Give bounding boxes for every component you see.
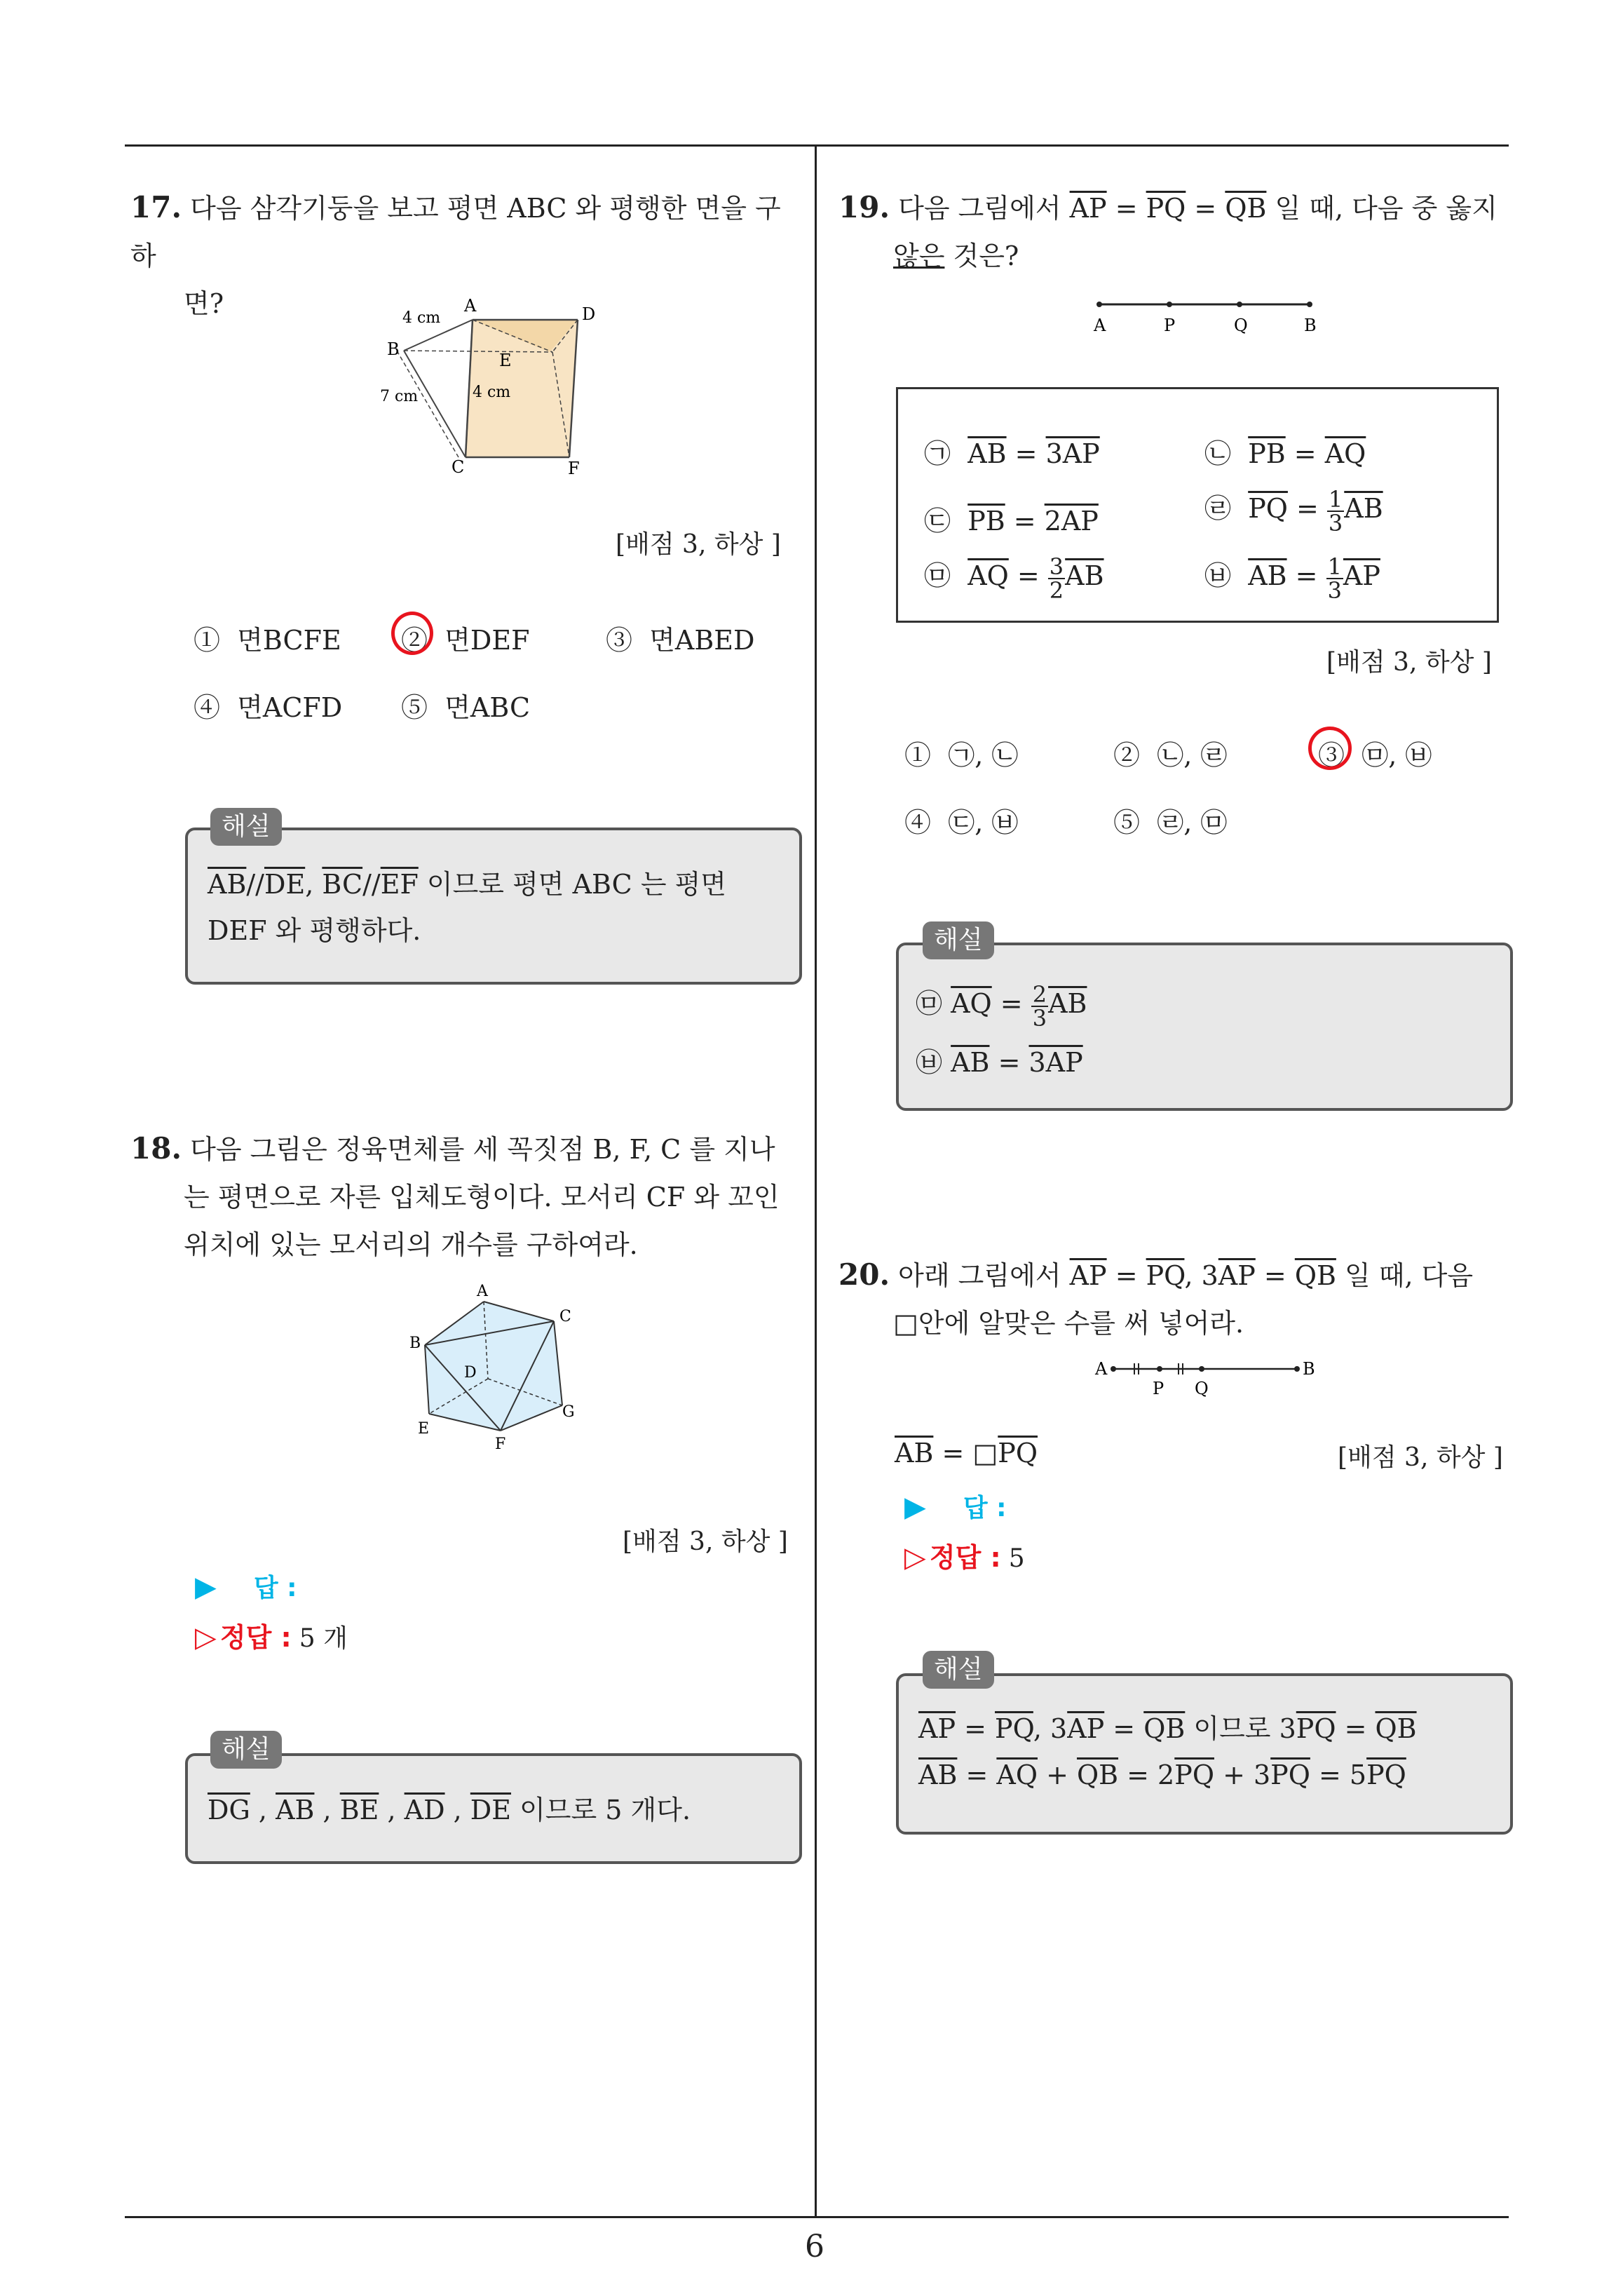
q17-choice-4[interactable]: ④ 면ACFD bbox=[193, 692, 343, 723]
q17-selected-mark bbox=[391, 612, 433, 655]
q17-label-e: E bbox=[499, 351, 512, 370]
q18-number: 18. bbox=[130, 1131, 182, 1166]
q17-number: 17. bbox=[130, 190, 182, 224]
q17-label-a: A bbox=[464, 296, 477, 316]
q17-label-b: B bbox=[387, 339, 400, 359]
correct-arrow-icon: ▷ bbox=[904, 1541, 926, 1574]
q18-label-b: B bbox=[409, 1335, 421, 1352]
q19-label-a: A bbox=[1094, 316, 1106, 335]
q17-choice-3[interactable]: ③ 면ABED bbox=[606, 625, 755, 656]
q20-label-b: B bbox=[1303, 1359, 1315, 1379]
q18-label-c: C bbox=[559, 1308, 571, 1325]
q19-option-6: ㉥ $\overline{AB}$ = $\frac{1}{3}$ $\overline{AP}$ bbox=[1204, 553, 1380, 604]
q17-len-ab: 4 cm bbox=[402, 309, 441, 327]
bottom-rule bbox=[125, 2216, 1509, 2218]
page-number: 6 bbox=[805, 2229, 824, 2264]
q20-segment-figure bbox=[1094, 1355, 1325, 1400]
q17-label-c: C bbox=[451, 457, 465, 477]
q17-label-d: D bbox=[582, 304, 596, 324]
answer-arrow-icon: ▶ bbox=[904, 1491, 926, 1523]
q17-label-f: F bbox=[568, 459, 580, 477]
q18-answer-label: 답 : bbox=[253, 1574, 297, 1602]
q19-explanation-line-2: ㉥ $\overline{AB} = 3AP$ bbox=[916, 1047, 1083, 1078]
q17-text-2: 면? bbox=[184, 288, 224, 319]
q18-explanation-text: $\overline{DG}$ , $\overline{AB}$ , $\overline{BE}$ , $\overline{AD}$ , $\overline{DE}$ 이므로 5 개다. bbox=[208, 1795, 691, 1825]
top-rule bbox=[125, 144, 1509, 147]
q19-segment-figure bbox=[1080, 295, 1332, 337]
q20-answer-row[interactable] bbox=[904, 1488, 1007, 1524]
column-divider bbox=[815, 146, 817, 2218]
q17-score: [배점 3, 하상 ] bbox=[616, 530, 781, 559]
q19-option-3: ㉢ $\overline{PB} = 2AP$ bbox=[924, 506, 1099, 536]
q20-formula: $\overline{AB}$ = $□\overline{PQ}$ bbox=[895, 1438, 1038, 1468]
q19-choice-1[interactable]: ① ㉠, ㉡ bbox=[904, 740, 1019, 771]
q20-correct-value: 5 bbox=[1008, 1544, 1025, 1573]
q19-score: [배점 3, 하상 ] bbox=[1326, 648, 1492, 677]
q18-correct-label: 정답 : bbox=[219, 1622, 292, 1653]
q19-question: 19. 다음 그림에서 $\overline{AP} = \overline{PQ} = \overline{QB}$ 일 때, 다음 중 옳지 않은 것은? bbox=[838, 190, 1498, 271]
q18-label-f: F bbox=[495, 1436, 506, 1453]
q19-explanation-line-1: ㉤ $\overline{AQ}$ = $\frac{2}{3}$ $\overline{AB}$ bbox=[916, 980, 1087, 1032]
q19-choice-2[interactable]: ② ㉡, ㉣ bbox=[1113, 740, 1228, 771]
q18-label-e: E bbox=[418, 1420, 430, 1438]
q18-label-g: G bbox=[562, 1403, 575, 1421]
q19-choice-4[interactable]: ④ ㉢, ㉥ bbox=[904, 807, 1019, 838]
q19-number: 19. bbox=[838, 190, 890, 224]
q20-label-p: P bbox=[1153, 1379, 1164, 1398]
q18-answer-row[interactable] bbox=[195, 1568, 297, 1604]
q17-len-bc: 7 cm bbox=[380, 388, 419, 405]
q20-number: 20. bbox=[838, 1257, 890, 1292]
q20-label-q: Q bbox=[1195, 1379, 1209, 1398]
q18-label-d: D bbox=[464, 1364, 477, 1382]
q17-choice-1[interactable]: ① 면BCFE bbox=[193, 625, 341, 656]
q19-option-1: ㉠ $\overline{AB} = 3AP$ bbox=[924, 438, 1100, 469]
q20-answer-label: 답 : bbox=[963, 1494, 1007, 1522]
q19-label-p: P bbox=[1164, 316, 1176, 335]
q18-text-2: 는 평면으로 자른 입체도형이다. 모서리 CF 와 꼬인 bbox=[184, 1182, 780, 1213]
q19-selected-mark bbox=[1308, 727, 1352, 770]
q18-explanation-tag: 해설 bbox=[210, 1731, 282, 1769]
q19-explanation-tag: 해설 bbox=[923, 921, 994, 959]
correct-arrow-icon: ▷ bbox=[195, 1621, 217, 1654]
q20-correct-label: 정답 : bbox=[929, 1542, 1001, 1573]
q18-label-a: A bbox=[477, 1283, 488, 1300]
q17-explanation-text: $\overline{AB}//\overline{DE}$, $\overline{BC}//\overline{EF}$ 이므로 평면 ABC 는 평면 DEF 와 평행하다. bbox=[208, 869, 727, 946]
q19-option-4: ㉣ $\overline{PQ}$ = $\frac{1}{3}$ $\overline{AB}$ bbox=[1204, 485, 1383, 536]
q17-choice-2[interactable]: ② 면DEF bbox=[401, 625, 530, 656]
q20-explanation-text: $\overline{AP} = \overline{PQ}$, $3\overline{AP} = \overline{QB}$ 이므로 $3\overline{PQ} = \overline{QB}$ $\overline{AB} = \overline{AQ} + \overline{QB} = 2\overline{PQ} + 3\overline{PQ} = 5\overline{PQ}$ bbox=[918, 1713, 1417, 1790]
q18-correct-value: 5 개 bbox=[299, 1624, 348, 1653]
q17-len-ae: 4 cm bbox=[473, 384, 511, 401]
q18-text-3: 위치에 있는 모서리의 개수를 구하여라. bbox=[184, 1229, 638, 1260]
q20-question: 20. 아래 그림에서 $\overline{AP} = \overline{PQ}$, $3\overline{AP} = \overline{QB}$ 일 때, 다음 □안에 알맞은 수를 써 넣어라. bbox=[838, 1257, 1474, 1339]
q19-choice-5[interactable]: ⑤ ㉣, ㉤ bbox=[1113, 807, 1228, 838]
q20-label-a: A bbox=[1095, 1359, 1108, 1379]
q20-score: [배점 3, 하상 ] bbox=[1338, 1443, 1503, 1472]
q20-correct-row bbox=[904, 1536, 1025, 1574]
q20-explanation-tag: 해설 bbox=[923, 1651, 994, 1689]
q19-choice-3[interactable]: ③ ㉤, ㉥ bbox=[1318, 740, 1432, 771]
q18-correct-row bbox=[195, 1616, 348, 1654]
q19-label-b: B bbox=[1304, 316, 1317, 335]
q18-text-1: 다음 그림은 정육면체를 세 꼭짓점 B, F, C 를 지나 bbox=[190, 1134, 775, 1165]
q19-label-q: Q bbox=[1234, 316, 1248, 335]
q19-option-2: ㉡ $\overline{PB} = \overline{AQ}$ bbox=[1204, 438, 1366, 469]
q19-option-5: ㉤ $\overline{AQ}$ = $\frac{3}{2}$ $\overline{AB}$ bbox=[924, 553, 1104, 604]
q18-question bbox=[130, 1125, 803, 1269]
q17-explanation-tag: 해설 bbox=[210, 808, 282, 846]
q17-choice-5[interactable]: ⑤ 면ABC bbox=[401, 692, 531, 723]
answer-arrow-icon: ▶ bbox=[195, 1571, 217, 1603]
q17-text-1: 다음 삼각기둥을 보고 평면 ABC 와 평행한 면을 구하 bbox=[130, 193, 781, 271]
q18-score: [배점 3, 하상 ] bbox=[623, 1527, 788, 1556]
q18-cube-figure bbox=[404, 1281, 586, 1477]
q17-prism-figure bbox=[379, 295, 617, 477]
